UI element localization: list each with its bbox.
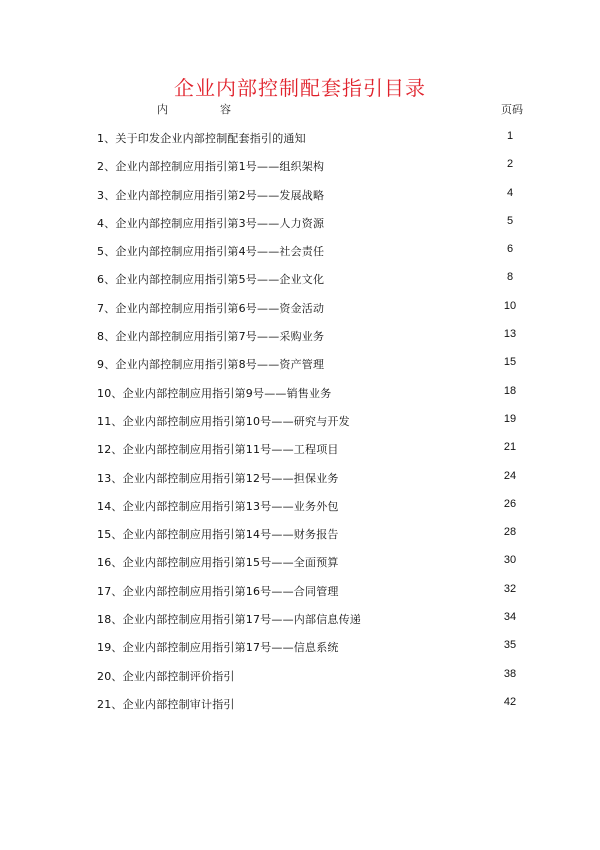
toc-entry[interactable]: [0, 524, 600, 552]
toc-entry[interactable]: [0, 326, 600, 354]
toc-entry-title: 15、企业内部控制应用指引第14号——财务报告: [97, 528, 339, 542]
toc-entry[interactable]: [0, 496, 600, 524]
toc-entry-page-number: 15: [503, 356, 517, 369]
toc-entry-page-number: 10: [503, 299, 517, 312]
toc-entry-title: 16、企业内部控制应用指引第15号——全面预算: [97, 556, 339, 570]
toc-entry[interactable]: [0, 128, 600, 156]
toc-entry-title: 21、企业内部控制审计指引: [97, 697, 235, 711]
toc-entry[interactable]: [0, 581, 600, 609]
toc-entry[interactable]: [0, 666, 600, 694]
toc-entry-page-number: 19: [503, 412, 517, 425]
toc-entry-page-number: 38: [503, 667, 517, 680]
toc-entry-page-number: 1: [506, 130, 514, 142]
toc-entry-page-number: 30: [503, 554, 517, 567]
toc-entry-page-number: 24: [503, 469, 517, 482]
toc-entry-page-number: 32: [503, 582, 517, 595]
toc-entry[interactable]: [0, 185, 600, 213]
toc-entry[interactable]: [0, 354, 600, 382]
toc-entry-page-number: 42: [503, 695, 517, 708]
toc-entry-title: 5、企业内部控制应用指引第4号——社会责任: [97, 245, 325, 259]
toc-entry-title: 13、企业内部控制应用指引第12号——担保业务: [97, 471, 339, 485]
toc-entry-title: 12、企业内部控制应用指引第11号——工程项目: [97, 443, 339, 457]
toc-entry-page-number: 28: [503, 526, 517, 539]
toc-entry-title: 14、企业内部控制应用指引第13号——业务外包: [97, 499, 339, 513]
content-column-header: 内容: [157, 103, 283, 116]
toc-entry-page-number: 6: [506, 243, 514, 256]
toc-entry-page-number: 34: [503, 611, 517, 624]
toc-entry-title: 20、企业内部控制评价指引: [97, 669, 235, 683]
toc-entry-page-number: 26: [503, 497, 517, 510]
toc-entry-title: 7、企业内部控制应用指引第6号——资金活动: [97, 301, 325, 315]
toc-entry[interactable]: [0, 156, 600, 184]
toc-entry-page-number: 8: [506, 271, 514, 284]
toc-entry-title: 4、企业内部控制应用指引第3号——人力资源: [97, 216, 325, 230]
toc-entry-page-number: 2: [506, 158, 514, 171]
toc-entry-title: 3、企业内部控制应用指引第2号——发展战略: [97, 188, 325, 202]
page-column-header: 页码: [501, 103, 523, 116]
toc-entry[interactable]: [0, 468, 600, 496]
toc-entry[interactable]: [0, 411, 600, 439]
document-title: 企业内部控制配套指引目录: [174, 76, 426, 100]
toc-entry[interactable]: [0, 298, 600, 326]
toc-entry-title: 9、企业内部控制应用指引第8号——资产管理: [97, 358, 325, 372]
toc-entry-page-number: 21: [503, 441, 517, 454]
toc-entry-title: 11、企业内部控制应用指引第10号——研究与开发: [97, 414, 350, 428]
toc-entry-title: 1、关于印发企业内部控制配套指引的通知: [97, 132, 306, 145]
toc-entry-page-number: 5: [506, 214, 514, 227]
toc-entry[interactable]: [0, 213, 600, 241]
toc-entry[interactable]: [0, 241, 600, 269]
toc-entry[interactable]: [0, 269, 600, 297]
toc-entry-title: 6、企业内部控制应用指引第5号——企业文化: [97, 273, 325, 287]
toc-entry[interactable]: [0, 439, 600, 467]
toc-entry[interactable]: [0, 694, 600, 722]
toc-entry-title: 19、企业内部控制应用指引第17号——信息系统: [97, 641, 339, 655]
toc-entry[interactable]: [0, 609, 600, 637]
toc-entry-title: 17、企业内部控制应用指引第16号——合同管理: [97, 584, 339, 598]
toc-entry-title: 10、企业内部控制应用指引第9号——销售业务: [97, 386, 332, 400]
toc-entry-page-number: 18: [503, 384, 517, 397]
toc-entry[interactable]: [0, 383, 600, 411]
toc-entry-page-number: 35: [503, 639, 517, 652]
toc-entry-page-number: 4: [506, 186, 514, 199]
table-of-contents: [0, 128, 600, 722]
toc-entry[interactable]: [0, 552, 600, 580]
toc-entry-title: 8、企业内部控制应用指引第7号——采购业务: [97, 330, 325, 344]
toc-entry[interactable]: [0, 637, 600, 665]
toc-entry-title: 2、企业内部控制应用指引第1号——组织架构: [97, 160, 325, 174]
toc-entry-title: 18、企业内部控制应用指引第17号——内部信息传递: [97, 613, 361, 627]
toc-entry-page-number: 13: [503, 328, 517, 341]
